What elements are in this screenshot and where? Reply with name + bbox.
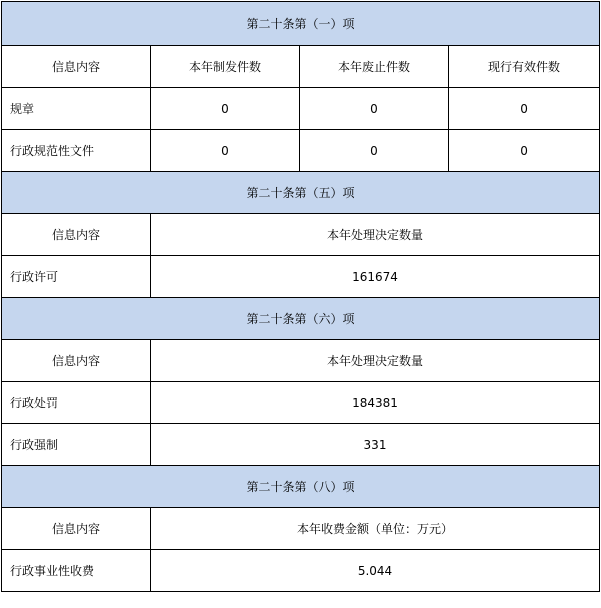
column-header: 本年处理决定数量	[151, 214, 600, 256]
cell-value: 0	[449, 130, 600, 172]
row-label: 行政强制	[2, 424, 151, 466]
column-header: 信息内容	[2, 46, 151, 88]
column-header-row	[2, 214, 600, 256]
column-header-row	[2, 46, 600, 88]
section-title: 第二十条第（六）项	[2, 298, 600, 340]
column-header: 信息内容	[2, 508, 151, 550]
row-label: 行政许可	[2, 256, 151, 298]
cell-value: 0	[300, 130, 449, 172]
row-label: 行政事业性收费	[2, 550, 151, 592]
cell-value: 0	[151, 88, 300, 130]
cell-value: 161674	[151, 256, 600, 298]
table-row	[2, 424, 600, 466]
cell-value: 331	[151, 424, 600, 466]
section-title: 第二十条第（八）项	[2, 466, 600, 508]
column-header: 本年收费金额（单位：万元）	[151, 508, 600, 550]
section-title: 第二十条第（五）项	[2, 172, 600, 214]
row-label: 行政规范性文件	[2, 130, 151, 172]
table-row	[2, 550, 600, 592]
column-header: 本年制发件数	[151, 46, 300, 88]
cell-value: 5.044	[151, 550, 600, 592]
column-header: 本年处理决定数量	[151, 340, 600, 382]
column-header: 信息内容	[2, 340, 151, 382]
column-header: 信息内容	[2, 214, 151, 256]
table-row	[2, 382, 600, 424]
column-header-row	[2, 508, 600, 550]
cell-value: 0	[300, 88, 449, 130]
cell-value: 184381	[151, 382, 600, 424]
table-row	[2, 88, 600, 130]
column-header-row	[2, 340, 600, 382]
row-label: 行政处罚	[2, 382, 151, 424]
cell-value: 0	[151, 130, 300, 172]
section-title: 第二十条第（一）项	[2, 2, 600, 46]
disclosure-table	[1, 1, 600, 592]
row-label: 规章	[2, 88, 151, 130]
cell-value: 0	[449, 88, 600, 130]
column-header: 本年废止件数	[300, 46, 449, 88]
section-header-row	[2, 2, 600, 46]
section-header-row	[2, 172, 600, 214]
table-row	[2, 256, 600, 298]
table-row	[2, 130, 600, 172]
section-header-row	[2, 298, 600, 340]
section-header-row	[2, 466, 600, 508]
column-header: 现行有效件数	[449, 46, 600, 88]
